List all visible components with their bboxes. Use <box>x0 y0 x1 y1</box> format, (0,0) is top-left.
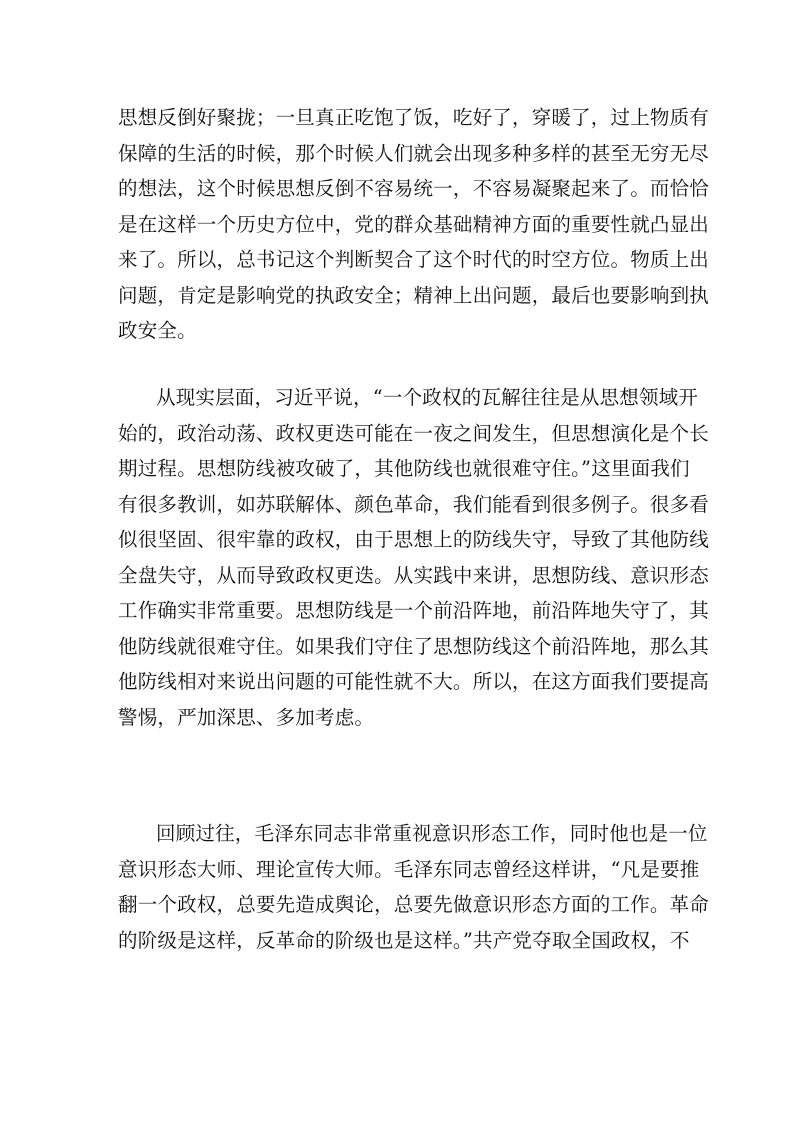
text-line: 意识形态大师、理论宣传大师。毛泽东同志曾经这样讲，“凡是要推 <box>118 857 700 881</box>
paragraph-1 <box>118 100 710 349</box>
text-line: 全盘失守，从而导致政权更迭。从实践中来讲，思想防线、意识形态 <box>118 563 710 587</box>
text-line: 保障的生活的时候，那个时候人们就会出现多种多样的甚至无穷无尽 <box>118 141 710 165</box>
text-line: 从现实层面，习近平说，“一个政权的瓦解往往是从思想领域开 <box>156 386 699 409</box>
paragraph-2 <box>118 380 710 735</box>
text-line: 警惕，严加深思、多加考虑。 <box>118 705 375 729</box>
text-line: 他防线就很难守住。如果我们守住了思想防线这个前沿阵地，那么其 <box>118 634 710 658</box>
text-line: 来了。所以，总书记这个判断契合了这个时代的时空方位。物质上出 <box>118 248 710 271</box>
text-line: 问题，肯定是影响党的执政安全；精神上出问题，最后也要影响到执 <box>118 283 710 307</box>
text-line: 翻一个政权，总要先造成舆论，总要先做意识形态方面的工作。革命 <box>118 893 710 916</box>
text-line: 回顾过往，毛泽东同志非常重视意识形态工作，同时他也是一位 <box>156 822 708 845</box>
text-line: 似很坚固、很牢靠的政权，由于思想上的防线失守，导致了其他防线 <box>118 528 710 551</box>
text-line: 工作确实非常重要。思想防线是一个前沿阵地，前沿阵地失守了，其 <box>118 599 710 622</box>
text-line: 政安全。 <box>118 319 197 342</box>
text-line: 他防线相对来说出问题的可能性就不大。所以，在这方面我们要提高 <box>118 670 710 693</box>
text-line: 的阶级是这样，反革命的阶级也是这样。”共产党夺取全国政权，不 <box>118 928 690 952</box>
paragraph-3 <box>118 816 710 958</box>
text-line: 是在这样一个历史方位中，党的群众基础精神方面的重要性就凸显出 <box>118 212 710 236</box>
text-line: 有很多教训，如苏联解体、颜色革命，我们能看到很多例子。很多看 <box>118 492 710 516</box>
text-line: 始的，政治动荡、政权更迭可能在一夜之间发生，但思想演化是个长 <box>118 421 710 445</box>
text-line: 思想反倒好聚拢；一旦真正吃饱了饭，吃好了，穿暖了，过上物质有 <box>118 106 710 129</box>
text-line: 期过程。思想防线被攻破了，其他防线也就很难守住。”这里面我们 <box>118 457 690 480</box>
text-line: 的想法，这个时候思想反倒不容易统一，不容易凝聚起来了。而恰恰 <box>118 177 710 200</box>
